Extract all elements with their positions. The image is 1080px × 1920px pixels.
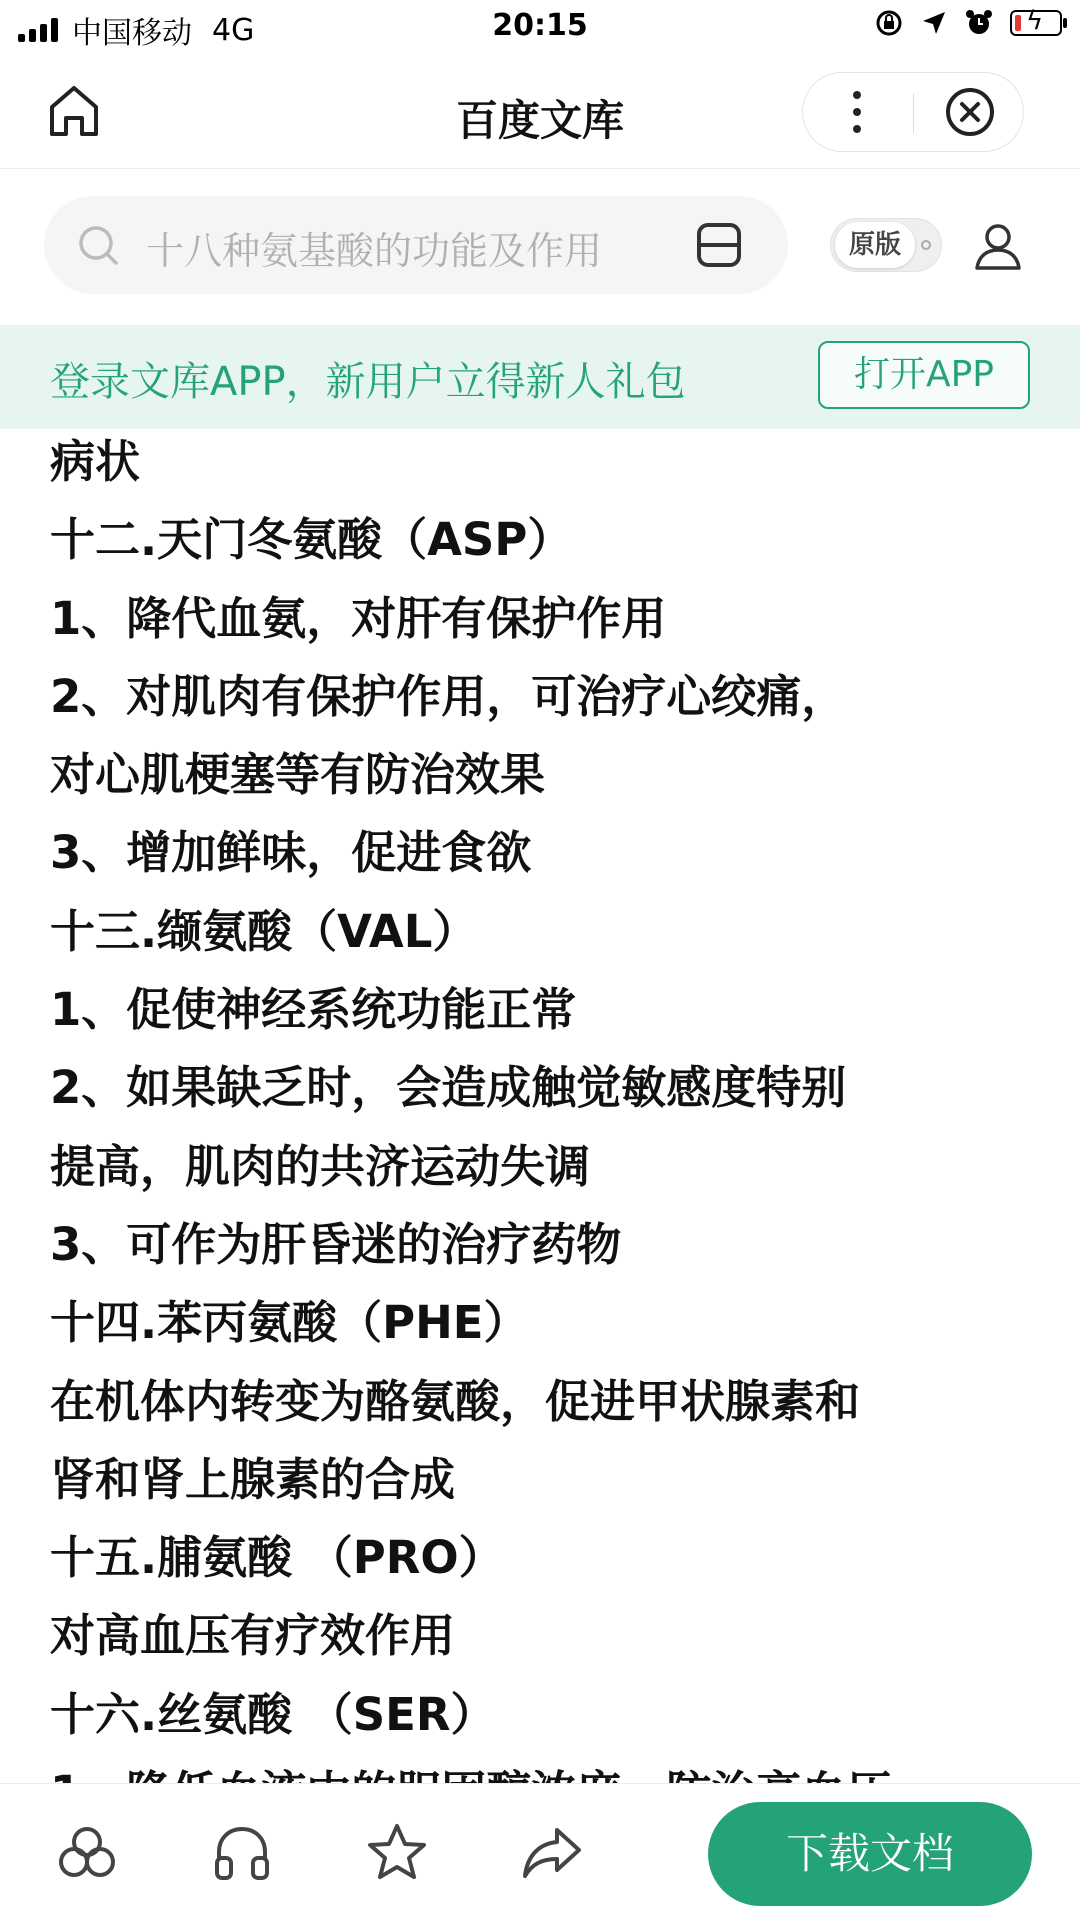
nav-bar [0, 56, 1080, 169]
document-line: 十三.缬氨酸（VAL） [50, 904, 478, 958]
share-icon[interactable] [517, 1818, 587, 1888]
more-icon[interactable] [803, 73, 913, 151]
document-line: 提高，肌肉的共济运动失调 [50, 1139, 591, 1193]
user-icon[interactable] [970, 218, 1026, 274]
document-line: 对高血压有疗效作用 [50, 1609, 456, 1663]
document-content [50, 423, 1040, 1832]
location-icon [920, 9, 948, 37]
network-label: 4G [212, 12, 255, 48]
listen-icon[interactable] [207, 1818, 277, 1888]
search-placeholder: 十八种氨基酸的功能及作用 [146, 229, 603, 273]
original-version-toggle[interactable] [830, 218, 942, 272]
document-line: 1、促使神经系统功能正常 [50, 983, 577, 1037]
document-line: 3、增加鲜味，促进食欲 [50, 826, 532, 880]
download-button[interactable]: 下载文档 [708, 1802, 1032, 1906]
search-row [0, 170, 1080, 320]
open-app-button[interactable]: 打开APP [818, 341, 1030, 409]
carrier-label: 中国移动 [72, 16, 192, 51]
app-promo-banner [0, 325, 1080, 429]
document-line: 十六.丝氨酸 （SER） [50, 1687, 496, 1741]
battery-icon: ϟ [1010, 10, 1062, 36]
document-line: 在机体内转变为酪氨酸，促进甲状腺素和 [50, 1374, 861, 1428]
capsule-divider [913, 93, 914, 133]
document-line: 肾和肾上腺素的合成 [50, 1452, 456, 1506]
document-line: 1、降代血氨，对肝有保护作用 [50, 591, 667, 645]
promo-text: 登录文库APP，新用户立得新人礼包 [50, 359, 686, 405]
document-line: 病状 [50, 435, 141, 488]
document-line: 十五.脯氨酸 （PRO） [50, 1531, 504, 1585]
document-line: 3、可作为肝昏迷的治疗药物 [50, 1217, 622, 1271]
status-bar [0, 0, 1080, 56]
page-title: 百度文库 [455, 96, 624, 145]
document-line: 十二.天门冬氨酸（ASP） [50, 513, 573, 567]
relate-icon[interactable] [52, 1818, 122, 1888]
toggle-label: 原版 [835, 222, 915, 268]
alarm-icon [964, 8, 994, 38]
scan-icon[interactable] [694, 220, 744, 270]
toggle-dot [921, 240, 931, 250]
status-time: 20:15 [492, 8, 588, 43]
search-input[interactable] [44, 196, 788, 294]
rotation-lock-icon [874, 8, 904, 38]
document-line: 十四.苯丙氨酸（PHE） [50, 1296, 529, 1350]
document-line: 2、对肌肉有保护作用，可治疗心绞痛， [50, 669, 847, 723]
status-right [874, 8, 1062, 38]
document-line: 2、如果缺乏时，会造成触觉敏感度特别 [50, 1061, 847, 1115]
close-icon[interactable] [945, 87, 995, 137]
bottom-toolbar [0, 1783, 1080, 1920]
mini-program-capsule [802, 72, 1024, 152]
search-icon [76, 223, 120, 267]
document-line: 对心肌梗塞等有防治效果 [50, 748, 546, 802]
favorite-icon[interactable] [362, 1818, 432, 1888]
